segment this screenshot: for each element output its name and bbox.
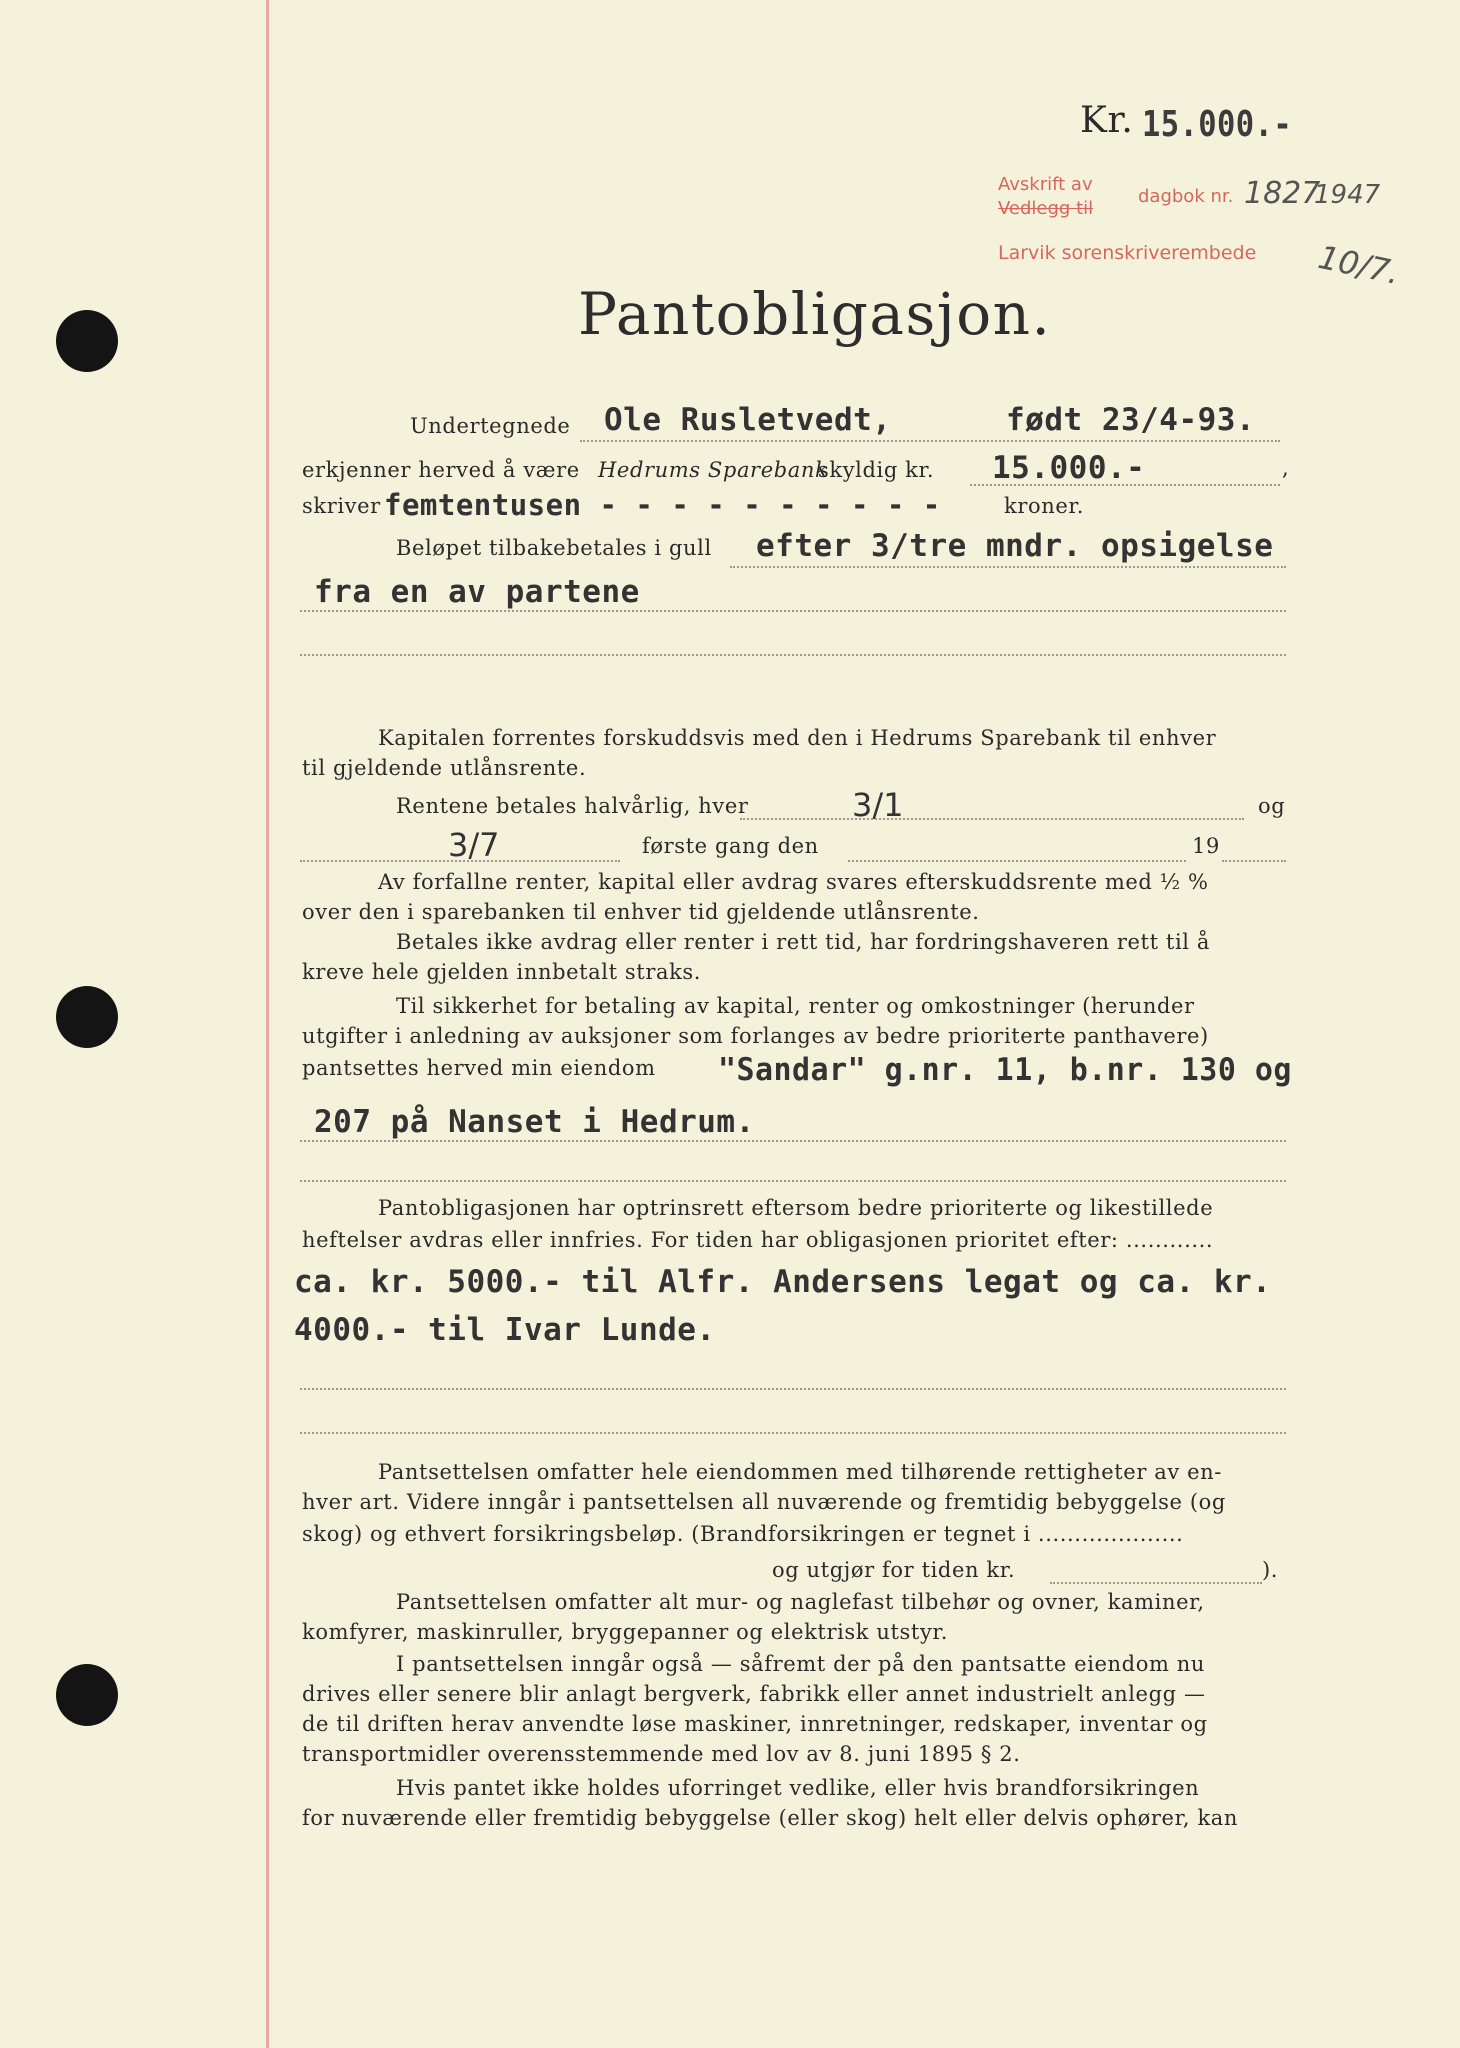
repayment-terms-2: fra en av partene — [314, 574, 640, 610]
interest-p4-l3: pantsettes herved min eiendom — [302, 1056, 656, 1080]
punch-hole — [56, 986, 118, 1048]
fill-line — [730, 566, 1286, 568]
dagbok-number: 1827 — [1244, 176, 1321, 211]
scope-p3-l3: de til driften herav anvendte løse maskiner, innretninger, redskaper, inventar og — [302, 1712, 1208, 1736]
label-skriver: skriver — [302, 494, 381, 518]
interest-p4-l2: utgifter i anledning av auksjoner som forlanges av bedre prioriterte panthavere) — [302, 1024, 1209, 1048]
scope-p2-l1: Pantsettelsen omfatter alt mur- og naglefast tilbehør og ovner, kaminer, — [396, 1590, 1205, 1614]
label-skyldig: skyldig kr. — [818, 458, 935, 482]
scope-p2-l2: komfyrer, maskinruller, bryggepanner og elektrisk utstyr. — [302, 1620, 949, 1644]
amount-label: Kr. — [1080, 100, 1134, 141]
fill-line — [300, 1140, 1286, 1142]
document-title: Pantobligasjon. — [578, 280, 1052, 348]
stamp-line-2: Vedlegg til — [998, 198, 1094, 219]
interest-p3-l1: Betales ikke avdrag eller renter i rett tid, har fordringshaveren rett til å — [396, 930, 1210, 954]
scope-p4-l2: for nuværende eller fremtidig bebyggelse (eller skog) helt eller delvis ophører, kan — [302, 1806, 1239, 1830]
fill-line — [300, 654, 1286, 656]
interest-date-2: 3/7 — [448, 826, 500, 864]
debtor-name: Ole Rusletvedt, — [604, 402, 892, 438]
margin-rule — [266, 0, 269, 2048]
stamp-dagbok: dagbok nr. — [1138, 186, 1234, 207]
amount-value: 15.000.- — [1142, 104, 1293, 145]
fill-line — [740, 818, 1244, 820]
label-kroner: kroner. — [1004, 494, 1084, 518]
label-rentene: Rentene betales halvårlig, hver — [396, 794, 749, 818]
priority-typed-1: ca. kr. 5000.- til Alfr. Andersens legat og ca. kr. — [294, 1264, 1272, 1300]
scope-p1-l4b: ). — [1262, 1558, 1279, 1582]
priority-l1: Pantobligasjonen har optrinsrett eftersom bedre prioriterte og likestillede — [378, 1196, 1214, 1220]
label-tilbakebetales: Beløpet tilbakebetales i gull — [396, 536, 712, 560]
fill-line — [1222, 860, 1286, 862]
interest-p3-l2: kreve hele gjelden innbetalt straks. — [302, 960, 702, 984]
debt-amount: 15.000.- — [992, 450, 1146, 486]
interest-p1-l2: til gjeldende utlånsrente. — [302, 756, 587, 780]
bank-name: Hedrums Sparebank — [598, 458, 829, 482]
priority-l2: heftelser avdras eller innfries. For tiden har obligasjonen prioritet efter: ............ — [302, 1228, 1214, 1252]
punch-hole — [56, 310, 118, 372]
fill-line — [1050, 1582, 1262, 1584]
scope-p1-l3: skog) og ethvert forsikringsbeløp. (Brandforsikringen er tegnet i .................... — [302, 1522, 1184, 1546]
interest-p2-l1: Av forfallne renter, kapital eller avdrag svares efterskuddsrente med ½ % — [378, 870, 1209, 894]
scope-p4-l1: Hvis pantet ikke holdes uforringet vedlike, eller hvis brandforsikringen — [396, 1776, 1200, 1800]
interest-p2-l2: over den i sparebanken til enhver tid gjeldende utlånsrente. — [302, 900, 980, 924]
repayment-terms-1: efter 3/tre mndr. opsigelse — [756, 528, 1274, 564]
registration-date: 10/7. — [1314, 237, 1404, 293]
label-undertegnede: Undertegnede — [410, 414, 571, 438]
scope-p1-l2: hver art. Videre inngår i pantsettelsen all nuværende og fremtidig bebyggelse (og — [302, 1490, 1226, 1514]
fill-line — [300, 860, 620, 862]
label-forste-gang: første gang den — [642, 834, 819, 858]
stamp-office: Larvik sorenskriverembede — [998, 242, 1257, 264]
scope-p3-l4: transportmidler overensstemmende med lov av 8. juni 1895 § 2. — [302, 1742, 1021, 1766]
scope-p3-l1: I pantsettelsen inngår også — såfremt der på den pantsatte eiendom nu — [396, 1652, 1205, 1676]
comma: , — [1282, 456, 1290, 480]
scope-p3-l2: drives eller senere blir anlagt bergverk, fabrikk eller annet industrielt anlegg — — [302, 1682, 1206, 1706]
property-1: "Sandar" g.nr. 11, b.nr. 130 og — [718, 1052, 1292, 1088]
punch-hole — [56, 1664, 118, 1726]
fill-line — [300, 1432, 1286, 1434]
amount-words: femtentusen - - - - - - - - - - — [384, 488, 941, 522]
scope-p1-l1: Pantsettelsen omfatter hele eiendommen med tilhørende rettigheter av en- — [378, 1460, 1222, 1484]
fill-line — [848, 860, 1186, 862]
fill-line — [970, 484, 1280, 486]
fill-line — [300, 1388, 1286, 1390]
debtor-born: født 23/4-93. — [1006, 402, 1256, 438]
label-og: og — [1258, 794, 1286, 818]
year-prefix: 19 — [1192, 834, 1220, 858]
stamp-line-1: Avskrift av — [998, 174, 1093, 195]
fill-line — [300, 1180, 1286, 1182]
fill-line — [580, 440, 1280, 442]
interest-date-1: 3/1 — [852, 786, 904, 824]
priority-typed-2: 4000.- til Ivar Lunde. — [294, 1312, 716, 1348]
property-2: 207 på Nanset i Hedrum. — [314, 1104, 755, 1140]
fill-line — [300, 610, 1286, 612]
interest-p4-l1: Til sikkerhet for betaling av kapital, renter og omkostninger (herunder — [396, 994, 1195, 1018]
scope-p1-l4a: og utgjør for tiden kr. — [772, 1558, 1016, 1582]
interest-p1-l1: Kapitalen forrentes forskuddsvis med den i Hedrums Sparebank til enhver — [378, 726, 1217, 750]
dagbok-year: 1947 — [1314, 180, 1381, 210]
label-erkjenner: erkjenner herved å være — [302, 458, 580, 482]
